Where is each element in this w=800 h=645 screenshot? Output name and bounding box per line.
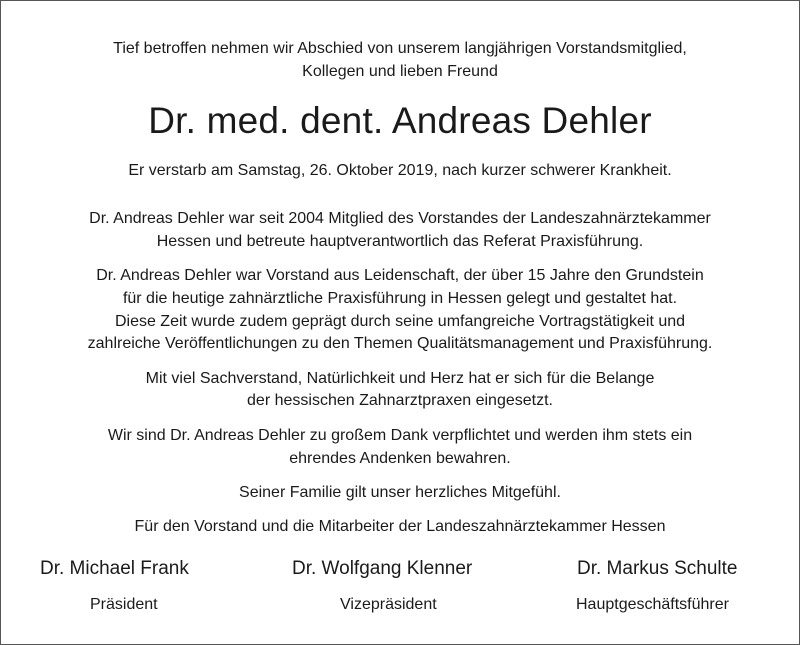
paragraph-1-line-1: Dr. Andreas Dehler war seit 2004 Mitglied des Vorstandes der Landeszahnärztekammer: [89, 210, 711, 227]
death-notice: Er verstarb am Samstag, 26. Oktober 2019, nach kurzer schwerer Krankheit.: [128, 162, 672, 179]
deceased-name: Dr. med. dent. Andreas Dehler: [148, 100, 652, 141]
intro-line-2: Kollegen und lieben Freund: [302, 63, 498, 80]
signatory-3-name: Dr. Markus Schulte: [577, 558, 738, 579]
paragraph-2-line-3: Diese Zeit wurde zudem geprägt durch seine umfangreiche Vortragstätigkeit und: [114, 313, 686, 330]
paragraph-1-line-2: Hessen und betreute hauptverantwortlich das Referat Praxisführung.: [156, 233, 644, 250]
condolence-line: Seiner Familie gilt unser herzliches Mitgefühl.: [239, 484, 561, 501]
paragraph-4-line-2: ehrendes Andenken bewahren.: [289, 450, 511, 467]
signatory-1-role: Präsident: [90, 596, 158, 613]
intro-line-1: Tief betroffen nehmen wir Abschied von unserem langjährigen Vorstandsmitglied,: [113, 40, 687, 57]
paragraph-2-line-2: für die heutige zahnärztliche Praxisführung in Hessen gelegt und gestaltet hat.: [122, 290, 678, 307]
paragraph-2-line-4: zahlreiche Veröffentlichungen zu den Themen Qualitätsmanagement und Praxisführung.: [87, 335, 713, 352]
signatory-2-name: Dr. Wolfgang Klenner: [292, 558, 473, 579]
signatory-2-role: Vizepräsident: [340, 596, 437, 613]
paragraph-2-line-1: Dr. Andreas Dehler war Vorstand aus Leidenschaft, der über 15 Jahre den Grundstein: [96, 267, 704, 284]
signatory-3-role: Hauptgeschäftsführer: [576, 596, 729, 613]
signatory-1-name: Dr. Michael Frank: [40, 558, 189, 579]
paragraph-3-line-2: der hessischen Zahnarztpraxen eingesetzt.: [247, 392, 553, 409]
paragraph-3-line-1: Mit viel Sachverstand, Natürlichkeit und Herz hat er sich für die Belange: [145, 370, 655, 387]
paragraph-4-line-1: Wir sind Dr. Andreas Dehler zu großem Dank verpflichtet und werden ihm stets ein: [107, 427, 693, 444]
on-behalf-line: Für den Vorstand und die Mitarbeiter der Landeszahnärztekammer Hessen: [134, 518, 666, 535]
